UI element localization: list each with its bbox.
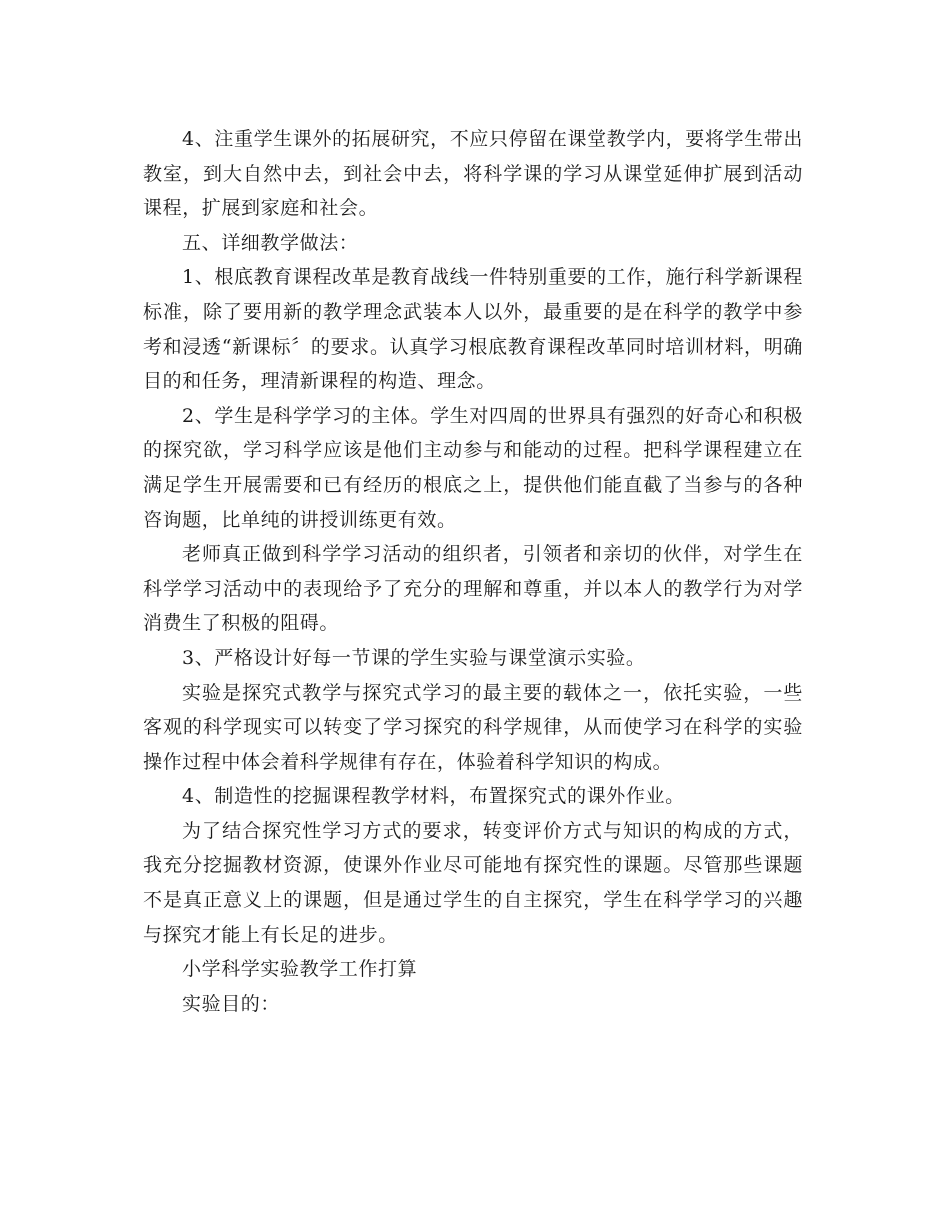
paragraph-students-subject: 2、学生是科学学习的主体。学生对四周的世界具有强烈的好奇心和积极的探究欲，学习科学应该是他们主动参与和能动的过程。把科学课程建立在满足学生开展需要和已有经历的根底之上，提供他们能直截了当参与的各种咨询题，比单纯的讲授训练更有效。 [143, 404, 803, 531]
paragraph-experiment-design: 3、严格设计好每一节课的学生实验与课堂演示实验。 [182, 646, 646, 669]
paragraph-experiment-carrier: 实验是探究式教学与探究式学习的最主要的载体之一，依托实验，一些客观的科学现实可以转变了学习探究的科学规律，从而使学习在科学的实验操作过程中体会着科学规律有存在，体验着科学知识的构成。 [143, 681, 803, 773]
paragraph-inquiry-homework: 为了结合探究性学习方式的要求，转变评价方式与知识的构成的方式，我充分挖掘教材资源，使课外作业尽可能地有探究性的课题。尽管那些课题不是真正意义上的课题，但是通过学生的自主探究，学生在科学学习的兴趣与探究才能上有长足的进步。 [143, 819, 803, 946]
paragraph-curriculum-reform: 1、根底教育课程改革是教育战线一件特别重要的工作，施行科学新课程标准，除了要用新的教学理念武装本人以外，最重要的是在科学的教学中参考和浸透“新课标〞的要求。认真学习根底教育课程改革同时培训材料，明确目的和任务，理清新课程的构造、理念。 [143, 266, 803, 393]
section-heading-teaching-methods: 五、详细教学做法： [182, 231, 359, 254]
heading-experiment-purpose: 实验目的： [182, 992, 281, 1015]
paragraph-extension-research: 4、注重学生课外的拓展研究，不应只停留在课堂教学内，要将学生带出教室，到大自然中去，到社会中去，将科学课的学习从课堂延伸扩展到活动课程，扩展到家庭和社会。 [143, 128, 803, 220]
paragraph-creative-materials: 4、制造性的挖掘课程教学材料，布置探究式的课外作业。 [182, 785, 685, 808]
document-body [143, 122, 803, 1021]
heading-lab-teaching-plan: 小学科学实验教学工作打算 [182, 958, 418, 981]
paragraph-teacher-role: 老师真正做到科学学习活动的组织者，引领者和亲切的伙伴，对学生在科学学习活动中的表现给予了充分的理解和尊重，并以本人的教学行为对学消费生了积极的阻碍。 [143, 543, 803, 635]
